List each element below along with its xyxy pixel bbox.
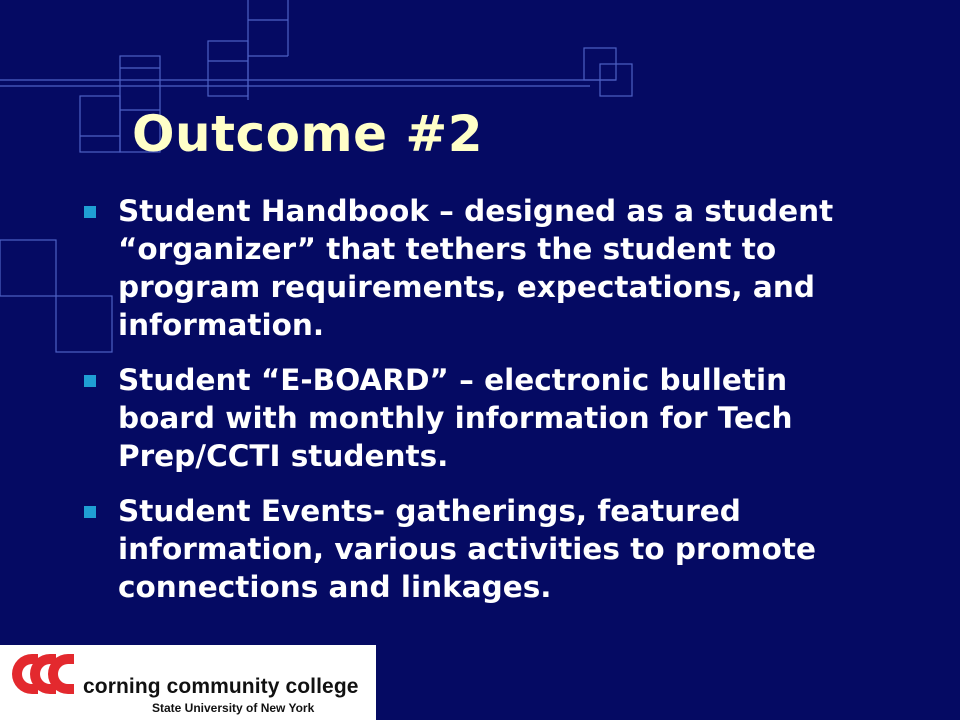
bullet-text: Student Handbook – designed as a student “organizer” that tethers the student to program requirements, expectations, and information. xyxy=(118,194,834,342)
bullet-list xyxy=(84,192,884,623)
corning-logo-icon xyxy=(8,650,76,698)
bullet-item-events xyxy=(84,492,884,606)
logo-college-name: corning community college xyxy=(83,675,359,698)
slide-title: Outcome #2 xyxy=(132,105,484,163)
bullet-text: Student Events- gatherings, featured information, various activities to promote connections and linkages. xyxy=(118,494,816,604)
logo-subtitle: State University of New York xyxy=(152,701,315,715)
square-bullet-icon xyxy=(84,206,96,218)
bullet-item-handbook xyxy=(84,192,884,344)
college-logo xyxy=(0,645,376,720)
square-bullet-icon xyxy=(84,375,96,387)
bullet-text: Student “E-BOARD” – electronic bulletin board with monthly information for Tech Prep/CCTI students. xyxy=(118,363,793,473)
bullet-item-eboard xyxy=(84,361,884,475)
square-bullet-icon xyxy=(84,506,96,518)
